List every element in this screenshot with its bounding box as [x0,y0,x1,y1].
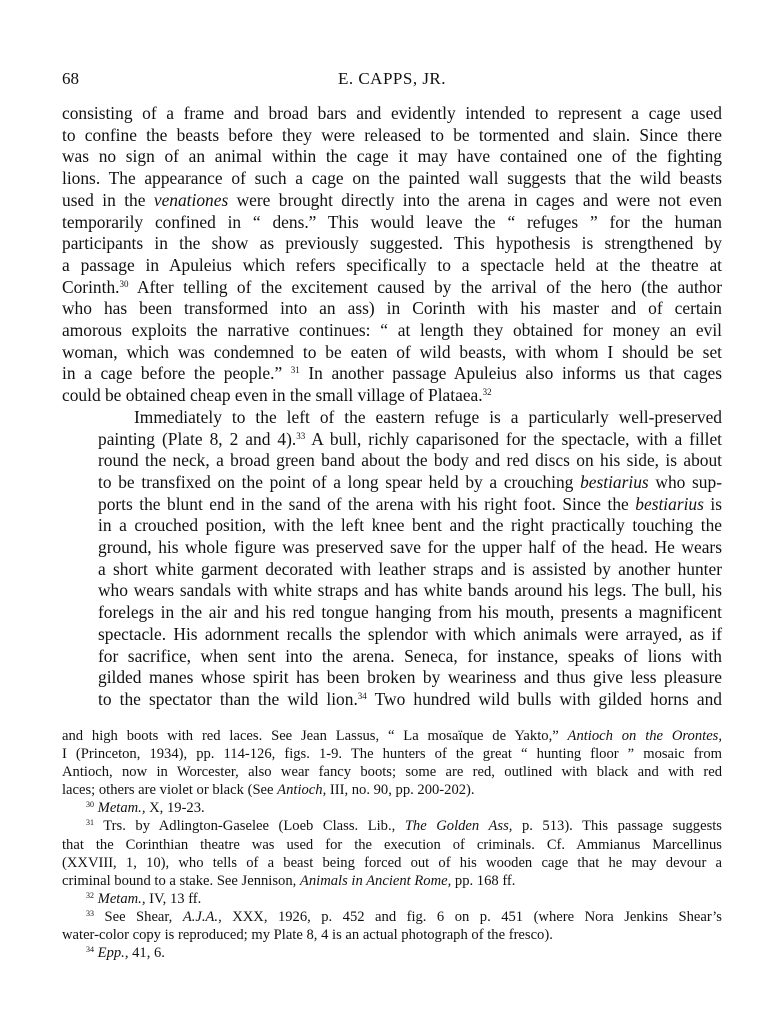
footnote-number: 32 [86,890,94,900]
footnote-ref: 34 [357,690,367,701]
footnote-line: (XXVIII, 1, 10), who tells of a beast being forced out of his wooden cage that he may devour a [62,854,722,871]
footnote-number: 34 [86,945,94,955]
text-line: temporarily confined in “ dens.” This would leave the “ refuges ” for the human [62,211,722,232]
footnote-line: that the Corinthian theatre was used for the execution of criminals. Cf. Ammianus Marcellinus [62,836,722,853]
text-line: in a crouched position, with the left knee bent and the right practically touching the [98,515,722,536]
text-line: gilded manes whose spirit has been broken by weariness and thus give less pleasure [98,667,722,688]
footnote-line: and high boots with red laces. See Jean Lassus, “ La mosaïque de Yakto,” Antioch on the Orontes, [62,728,722,744]
text-line: for sacrifice, when sent into the arena. Seneca, for instance, speaks of lions with [98,645,722,666]
footnote-32: $^{32}$ Metam., IV, 13 ff. [86,890,202,907]
footnote-number: 33 [86,908,94,918]
text-line: to be transfixed on the point of a long spear held by a crouching bestiarius who sup- [98,471,722,492]
footnote-number: 31 [86,818,94,828]
running-head [62,68,722,90]
footnote-ref: 33 [296,430,306,441]
paragraph-1 [62,103,722,407]
text-line: consisting of a frame and broad bars and evidently intended to represent a cage used [62,103,722,123]
text-line: a short white garment decorated with leather straps and is assisted by another hunter [98,558,722,579]
text-line: was no sign of an animal within the cage it may have contained one of the fighting [62,146,722,167]
text-line: woman, which was condemned to be eaten of wild beasts, with whom I should be set [62,341,722,362]
italic-term: venationes [153,189,229,210]
text-line: who wears sandals with white straps and has white bands around his legs. The bull, his [98,580,722,601]
text-line: could be obtained cheap even in the small village of Plataea.$^{32}$ [62,385,492,406]
footnote-ref: 30 [119,278,129,289]
footnote-line: water-color copy is reproduced; my Plate 8, 4 is an actual photograph of the fresco). [62,927,553,944]
paragraph-2 [62,407,722,711]
text-line: used in the venationes were brought directly into the arena in cages and were not even [62,189,722,210]
text-line: in a cage before the people.” $^{31}$ In another passage Apuleius also informs us that cages [62,363,723,384]
footnote-31: $^{31}$ Trs. by Adlington-Gaselee (Loeb Class. Lib., The Golden Ass, p. 513). This passage suggests [86,818,722,835]
footnote-ref: 32 [482,387,492,398]
text-line: round the neck, a broad green band about the body and red discs on his side, is about [98,450,722,471]
text-line: a passage in Apuleius which refers specifically to a spectacle held at the theatre at [62,254,722,275]
text-line: participants in the show as previously suggested. This hypothesis is strengthened by [62,233,722,254]
text-line: to confine the beasts before they were released to be tormented and slain. Since there [62,124,722,145]
text-line: ground, his whole figure was preserved save for the upper half of the head. He wears [98,537,722,558]
footnotes [62,727,722,962]
text-line: to the spectator than the wild lion.$^{34}$ Two hundred wild bulls with gilded horns and [98,688,722,709]
footnote-ref: 31 [290,365,300,376]
text-line: Immediately to the left of the eastern refuge is a particularly well-preserved [134,406,722,427]
text-line: amorous exploits the narrative continues: “ at length they obtained for money an evil [62,320,722,341]
footnote-line: Antioch, now in Worcester, also wear fancy boots; some are red, outlined with black and with red [62,764,722,781]
italic-term: bestiarius [635,493,704,514]
footnote-33: $^{33}$ See Shear, A.J.A., XXX, 1926, p. 452 and fig. 6 on p. 451 (where Nora Jenkins Shear’s [86,908,722,925]
page-number: 68 [62,69,79,88]
text-line: Corinth.$^{30}$ After telling of the excitement caused by the arrival of the hero (the author [62,276,722,297]
footnote-line: laces; others are violet or black (See Antioch, III, no. 90, pp. 200-202). [62,782,475,799]
text-line: who has been transformed into an ass) in Corinth with his master and of certain [62,298,722,319]
text-line: spectacle. His adornment recalls the splendor with which animals were arrayed, as if [98,623,722,644]
footnote-line: I (Princeton, 1934), pp. 114-126, figs. 1-9. The hunters of the great “ hunting floor ” mosaic from [62,746,722,763]
footnote-34: $^{34}$ Epp., 41, 6. [86,945,165,962]
footnote-number: 30 [86,800,94,810]
footnote-line: criminal bound to a stake. See Jennison, Animals in Ancient Rome, pp. 168 ff. [62,872,516,889]
text-line: ports the blunt end in the sand of the arena with his right foot. Since the bestiarius is [98,493,722,514]
main-text [62,103,722,711]
text-line: lions. The appearance of such a cage on the painted wall suggests that the wild beasts [62,168,722,189]
text-line: forelegs in the air and his red tongue hanging from his mouth, presents a magnificent [98,602,722,623]
footnote-30: $^{30}$ Metam., X, 19-23. [86,800,205,817]
italic-term: bestiarius [580,471,649,492]
text-line: painting (Plate 8, 2 and 4).$^{33}$ A bull, richly caparisoned for the spectacle, with a fillet [98,428,723,449]
running-head-author: E. CAPPS, JR. [337,69,447,88]
